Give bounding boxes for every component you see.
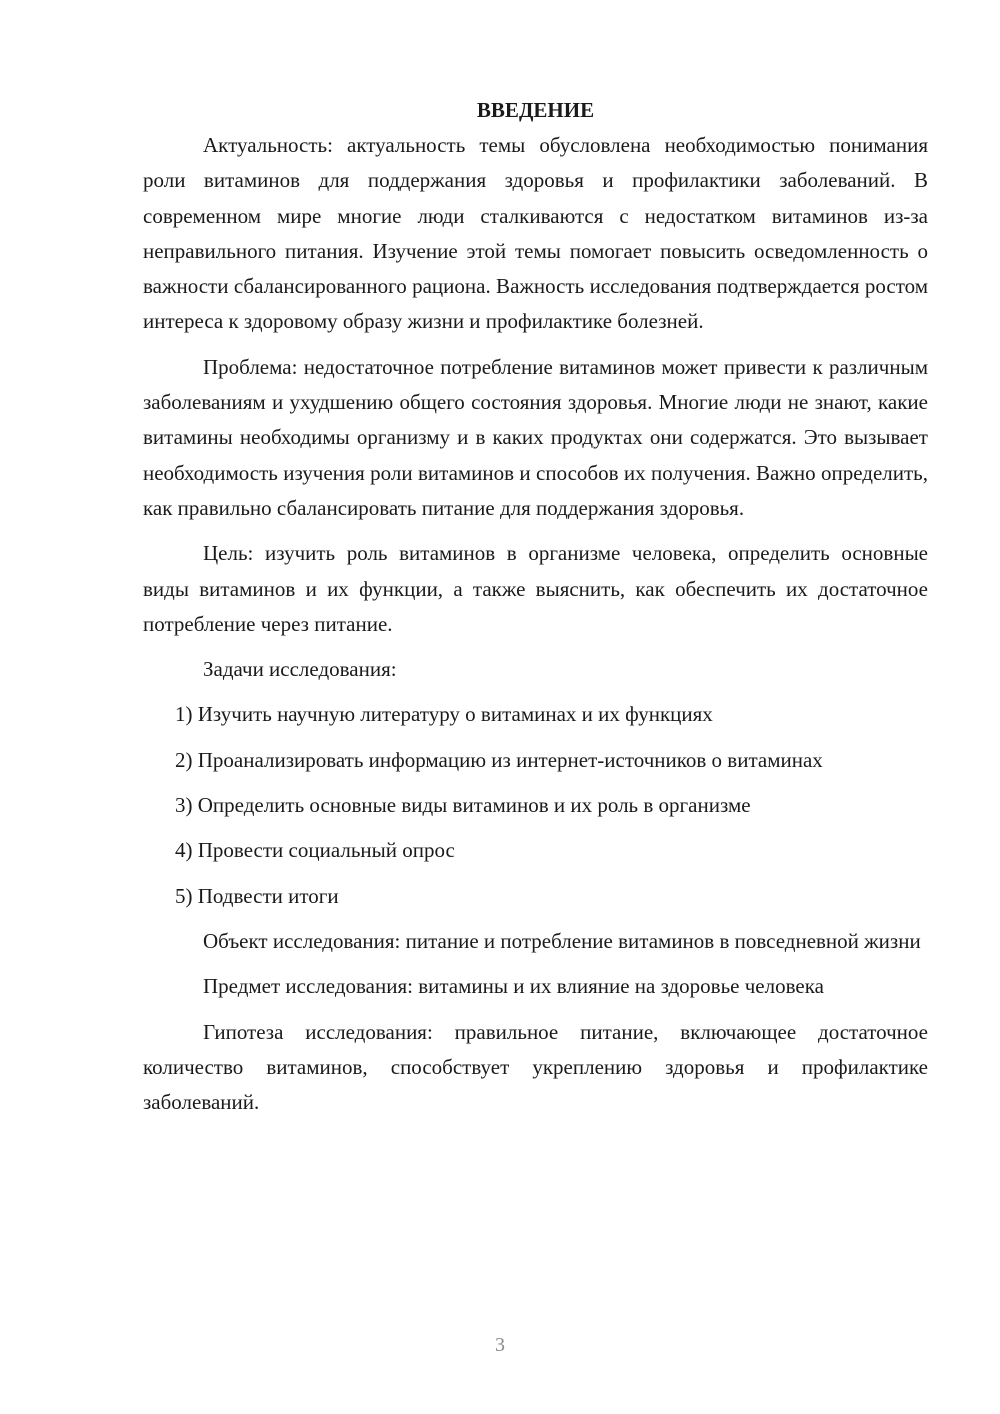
paragraph-object: Объект исследования: питание и потребление витаминов в повседневной жизни (203, 928, 921, 953)
task-item-3: 3) Определить основные виды витаминов и их роль в организме (175, 793, 751, 818)
task-item-1: 1) Изучить научную литературу о витаминах и их функциях (175, 702, 713, 727)
document-page (143, 92, 928, 1120)
task-item-2: 2) Проанализировать информацию из интернет-источников о витаминах (175, 747, 823, 772)
paragraph-hypothesis: Гипотеза исследования: правильное питание, включающее достаточное количество витаминов, способствует укреплению здоровья и профилактике заболеваний. (143, 1019, 928, 1115)
paragraph-subject: Предмет исследования: витамины и их влияние на здоровье человека (203, 974, 824, 999)
task-item-4: 4) Провести социальный опрос (175, 838, 455, 863)
paragraph-problem: Проблема: недостаточное потребление витаминов может привести к различным заболеваниям и ухудшению общего состояния здоровья. Многие люди не знают, какие витамины необходимы организму и в каких продуктах они содержатся. Это вызывает необходимость изучения роли витаминов и способов их получения. Важно определить, как правильно сбалансировать питание для поддержания здоровья. (143, 354, 928, 520)
page-number: 3 (495, 1334, 505, 1356)
task-item-5: 5) Подвести итоги (175, 883, 339, 908)
tasks-title: Задачи исследования: (203, 657, 397, 682)
paragraph-relevance: Актуальность: актуальность темы обусловлена необходимостью понимания роли витаминов для поддержания здоровья и профилактики заболеваний. В современном мире многие люди сталкиваются с недостатком витаминов из-за неправильного питания. Изучение этой темы помогает повысить осведомленность о важности сбалансированного рациона. Важность исследования подтверждается ростом интереса к здоровому образу жизни и профилактике болезней. (143, 133, 928, 334)
paragraph-goal: Цель: изучить роль витаминов в организме человека, определить основные виды витаминов и их функции, а также выяснить, как обеспечить их достаточное потребление через питание. (143, 541, 928, 636)
page-title: ВВЕДЕНИЕ (476, 98, 595, 122)
